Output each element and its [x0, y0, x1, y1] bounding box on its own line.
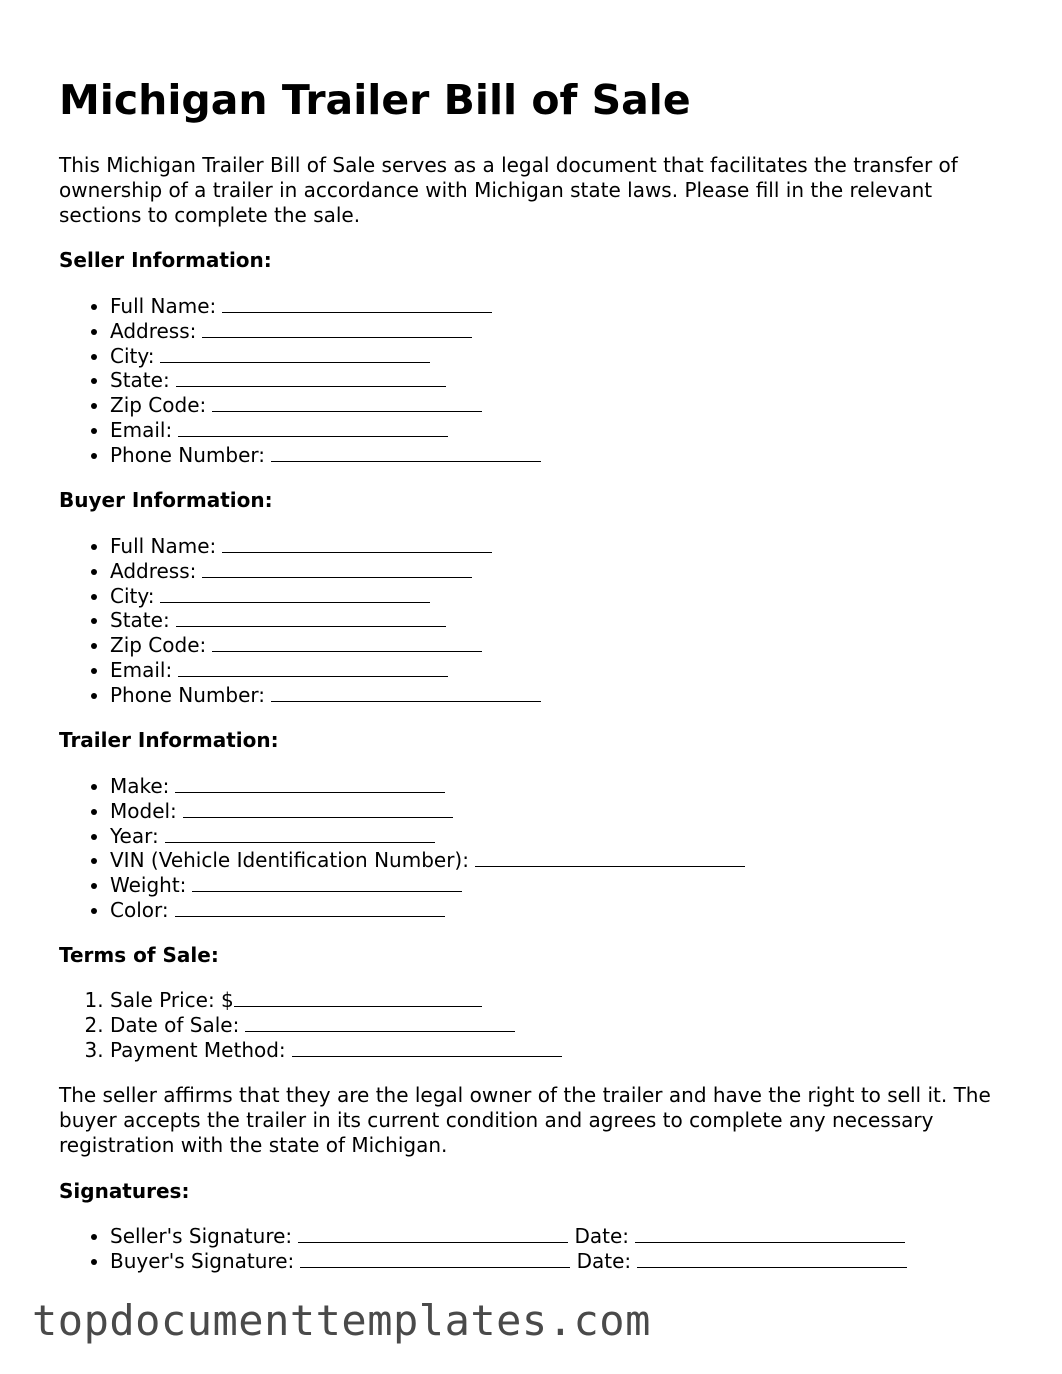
trailer-model-label: Model:	[110, 798, 177, 823]
list-item	[110, 368, 541, 393]
buyer-city-blank[interactable]	[160, 584, 430, 603]
trailer-color-label: Color:	[110, 897, 169, 922]
trailer-weight-blank[interactable]	[192, 873, 462, 892]
list-item	[110, 418, 541, 443]
buyer-address-blank[interactable]	[202, 559, 472, 578]
buyer-state-label: State:	[110, 608, 170, 633]
seller-zip-blank[interactable]	[212, 393, 482, 412]
sale-price-label: Sale Price: $	[110, 988, 234, 1012]
buyer-zip-label: Zip Code:	[110, 633, 207, 658]
seller-address-blank[interactable]	[202, 319, 472, 338]
signatures-heading: Signatures:	[59, 1179, 190, 1203]
seller-email-label: Email:	[110, 417, 173, 442]
seller-state-label: State:	[110, 368, 170, 393]
seller-date-blank[interactable]	[635, 1224, 905, 1243]
terms-heading: Terms of Sale:	[59, 943, 219, 967]
list-item	[110, 1038, 562, 1063]
payment-method-blank[interactable]	[292, 1038, 562, 1057]
list-item	[110, 534, 541, 559]
list-item	[110, 584, 541, 609]
seller-full-name-blank[interactable]	[222, 294, 492, 313]
sale-price-blank[interactable]	[234, 988, 482, 1007]
list-item	[110, 319, 541, 344]
list-item	[110, 294, 541, 319]
trailer-model-blank[interactable]	[183, 799, 453, 818]
trailer-weight-label: Weight:	[110, 873, 187, 898]
date-of-sale-label: Date of Sale:	[110, 1012, 240, 1037]
seller-heading: Seller Information:	[59, 248, 272, 272]
list-item	[110, 848, 745, 873]
seller-zip-label: Zip Code:	[110, 393, 207, 418]
seller-city-label: City:	[110, 343, 155, 368]
buyer-signature-blank[interactable]	[300, 1249, 570, 1268]
seller-email-blank[interactable]	[178, 418, 448, 437]
seller-state-blank[interactable]	[176, 368, 446, 387]
buyer-email-blank[interactable]	[178, 658, 448, 677]
trailer-vin-blank[interactable]	[475, 848, 745, 867]
buyer-field-list	[59, 534, 541, 708]
buyer-zip-blank[interactable]	[212, 633, 482, 652]
payment-method-label: Payment Method:	[110, 1037, 286, 1062]
buyer-heading: Buyer Information:	[59, 488, 273, 512]
buyer-address-label: Address:	[110, 558, 197, 583]
seller-city-blank[interactable]	[160, 344, 430, 363]
list-item	[110, 344, 541, 369]
list-item	[110, 559, 541, 584]
buyer-city-label: City:	[110, 583, 155, 608]
signatures-list	[59, 1224, 907, 1274]
seller-phone-blank[interactable]	[271, 443, 541, 462]
seller-phone-label: Phone Number:	[110, 442, 266, 467]
buyer-signature-label: Buyer's Signature:	[110, 1248, 295, 1273]
buyer-phone-blank[interactable]	[271, 683, 541, 702]
document-title: Michigan Trailer Bill of Sale	[59, 76, 691, 124]
list-item	[110, 393, 541, 418]
trailer-color-blank[interactable]	[175, 898, 445, 917]
list-item	[110, 799, 745, 824]
seller-signature-blank[interactable]	[298, 1224, 568, 1243]
seller-date-label: Date:	[574, 1224, 630, 1248]
trailer-make-blank[interactable]	[175, 774, 445, 793]
intro-paragraph: This Michigan Trailer Bill of Sale serves as a legal document that facilitates the transfer of ownership of a trailer in accordance with Michigan state laws. Please fill in the relevant sections to complete the sale.	[59, 153, 958, 227]
watermark-text: topdocumenttemplates.com	[32, 1296, 651, 1345]
buyer-date-label: Date:	[576, 1248, 632, 1273]
list-item	[110, 774, 745, 799]
list-item	[110, 633, 541, 658]
list-item	[110, 873, 745, 898]
seller-full-name-label: Full Name:	[110, 294, 217, 318]
list-item	[110, 658, 541, 683]
trailer-year-blank[interactable]	[165, 824, 435, 843]
buyer-email-label: Email:	[110, 657, 173, 682]
trailer-heading: Trailer Information:	[59, 728, 279, 752]
list-item	[110, 898, 745, 923]
buyer-phone-label: Phone Number:	[110, 682, 266, 707]
seller-address-label: Address:	[110, 318, 197, 343]
list-item	[110, 608, 541, 633]
trailer-make-label: Make:	[110, 774, 170, 798]
list-item	[110, 443, 541, 468]
list-item	[110, 683, 541, 708]
list-item	[110, 824, 745, 849]
buyer-date-blank[interactable]	[637, 1249, 907, 1268]
list-item	[110, 988, 562, 1013]
list-item	[110, 1013, 562, 1038]
list-item	[110, 1249, 907, 1274]
terms-field-list	[59, 988, 562, 1062]
buyer-state-blank[interactable]	[176, 608, 446, 627]
date-of-sale-blank[interactable]	[245, 1013, 515, 1032]
trailer-year-label: Year:	[110, 823, 159, 848]
trailer-vin-label: VIN (Vehicle Identification Number):	[110, 848, 469, 873]
list-item	[110, 1224, 907, 1249]
buyer-full-name-blank[interactable]	[222, 534, 492, 553]
trailer-field-list	[59, 774, 745, 923]
seller-buyer-statement: The seller affirms that they are the legal owner of the trailer and have the right to sell it. The buyer accepts the trailer in its current condition and agrees to complete any necessary registration with the state of Michigan.	[59, 1083, 991, 1157]
buyer-full-name-label: Full Name:	[110, 534, 217, 558]
seller-field-list	[59, 294, 541, 468]
seller-signature-label: Seller's Signature:	[110, 1224, 293, 1248]
